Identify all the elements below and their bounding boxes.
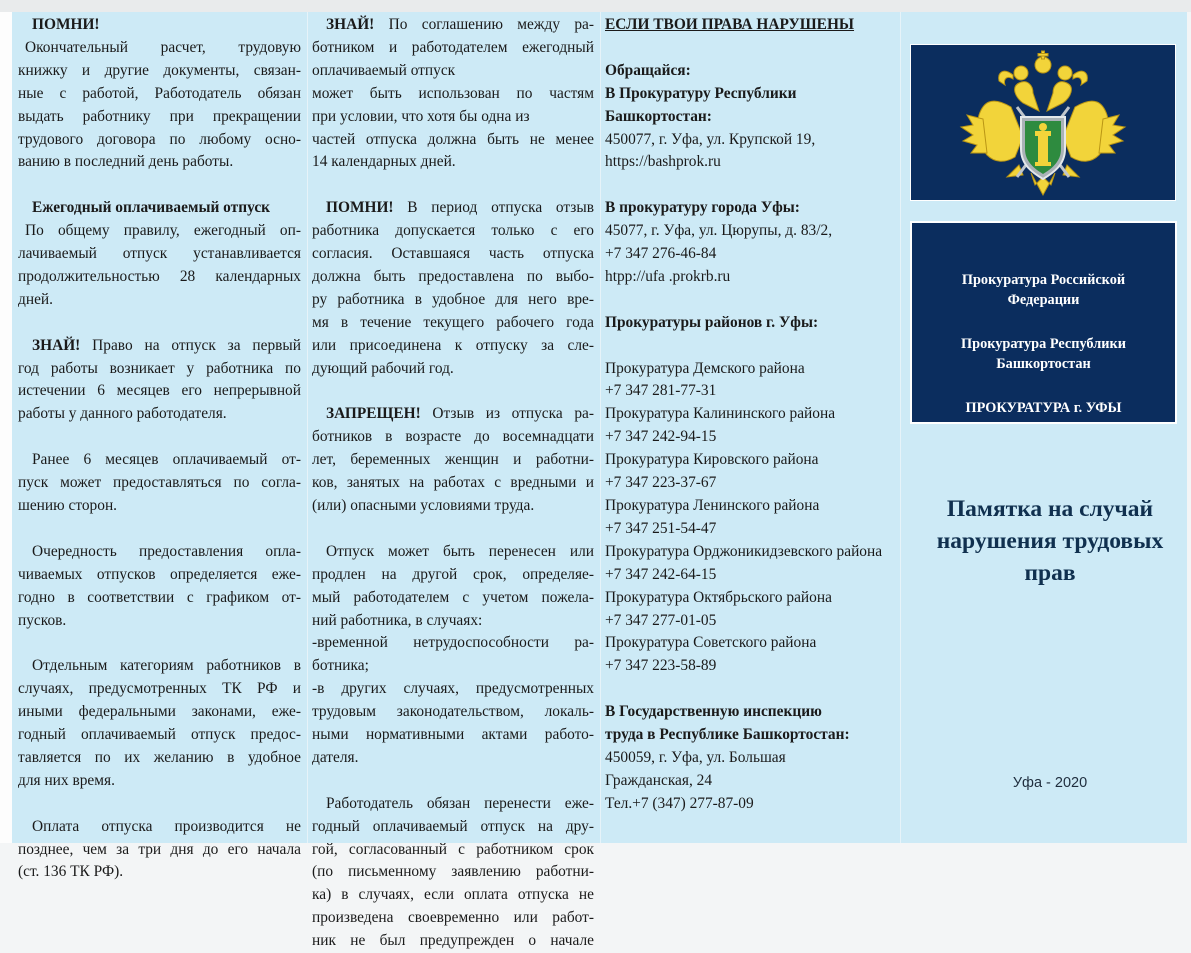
district-item (605, 632, 897, 678)
organization-box (910, 221, 1177, 424)
text-line: книжку и другие документы, связан- (18, 61, 301, 79)
text-line: лачиваемый отпуск устанавливается (18, 245, 301, 263)
district-name: Прокуратура Калининского района (605, 405, 836, 423)
column-vacation-rules (308, 12, 600, 950)
text-line: трудового договора по любому осно- (18, 130, 301, 148)
text-line: ков, занятых на работах с вредными и (312, 474, 594, 492)
district-name: Прокуратура Советского района (605, 634, 817, 652)
brochure-sheet (12, 12, 1187, 950)
column-contacts (601, 12, 901, 843)
text-line: позднее, чем за три дня до его начала (18, 840, 301, 858)
text-line: пусков. (18, 611, 67, 629)
district-name: Прокуратура Кировского района (605, 451, 819, 469)
district-phone: +7 347 281-77-31 (605, 382, 717, 400)
text-line: ЗАПРЕЩЕН! Отзыв из отпуска ра- (326, 405, 594, 423)
text-line: шению сторон. (18, 496, 118, 514)
district-phone: +7 347 277-01-05 (605, 611, 717, 629)
text-line: истечении 6 месяцев его непрерывной (18, 382, 301, 400)
text-line: чиваемых отпусков определяется еже- (18, 565, 301, 583)
district-item (605, 587, 897, 633)
district-phone: +7 347 223-37-67 (605, 474, 717, 492)
contacts-heading: ЕСЛИ ТВОИ ПРАВА НАРУШЕНЫ (605, 16, 855, 33)
text-line: ник не был предупрежден о начале (312, 932, 594, 950)
text-line: ний работника, в случаях: (312, 611, 483, 629)
text-line: ка) в случаях, если оплата отпуска не (312, 886, 594, 904)
district-list (605, 358, 897, 679)
office-website-link[interactable]: htpp://ufa .prokrb.ru (605, 267, 731, 285)
text-line: ванию в последний день работы. (18, 153, 234, 171)
text-line: мый работодателем с учетом пожела- (312, 588, 594, 606)
early-vacation-paragraph (18, 449, 301, 518)
text-line: трудовым законодательством, локаль- (312, 703, 594, 721)
categories-paragraph (18, 655, 301, 792)
transfer-paragraph (312, 541, 594, 770)
text-line: Работодатель обязан перенести еже- (326, 794, 594, 812)
office-phone: +7 347 276-46-84 (605, 245, 717, 263)
text-line: ЗНАЙ! По соглашению между ра- (326, 16, 594, 33)
text-line: -временной нетрудоспособности ра- (312, 634, 594, 652)
office-name: В прокуратуру города Уфы: (605, 199, 800, 217)
text-line: годный оплачиваемый отпуск на дру- (312, 817, 594, 835)
office-name: Башкортостан: (605, 107, 712, 125)
double-headed-eagle-icon (911, 45, 1175, 200)
text-line: Окончательный расчет, трудовую (25, 38, 301, 56)
text-line: лет, беременных женщин и работни- (312, 451, 594, 469)
office-address: Гражданская, 24 (605, 771, 713, 789)
text-line: продолжительностью 28 календарных (18, 267, 301, 285)
text-line: Ранее 6 месяцев оплачиваемый от- (32, 451, 301, 469)
znai-paragraph (18, 335, 301, 427)
text-line: дателя. (312, 748, 359, 766)
text-line: дующий рабочий год. (312, 359, 454, 377)
district-item (605, 403, 897, 449)
text-line: (по письменному заявлению работни- (312, 863, 594, 881)
text-line: Оплата отпуска производится не (32, 817, 301, 835)
text-line: годно в соответствии с графиком от- (18, 588, 301, 606)
republic-office (605, 83, 897, 175)
text-line: мя в течение текущего рабочего года (312, 313, 594, 331)
city-year: Уфа - 2020 (1012, 775, 1088, 791)
zapreshen-paragraph (312, 403, 594, 518)
vacation-paragraph (18, 220, 301, 312)
text-line: выдать работнику при прекращении (18, 107, 301, 125)
text-line: пуск может предоставляться по согла- (18, 474, 301, 492)
district-name: Прокуратура Октябрьского района (605, 588, 832, 606)
district-phone: +7 347 251-54-47 (605, 519, 717, 537)
pomni-recall-paragraph (312, 197, 594, 380)
text-line: 14 календарных дней. (312, 153, 456, 171)
text-line: годный оплачиваемый отпуск предос- (18, 726, 301, 744)
text-line: работы у данного работодателя. (18, 405, 227, 423)
text-line: По общему правилу, ежегодный оп- (25, 222, 301, 240)
district-phone: +7 347 242-94-15 (605, 428, 717, 446)
znai-split-paragraph (312, 14, 594, 174)
text-line: -в других случаях, предусмотренных (312, 680, 594, 698)
text-line: ботника; (312, 657, 369, 675)
text-line: частей отпуска должна быть не менее (312, 130, 594, 148)
pomni-heading: ПОМНИ! (32, 16, 100, 33)
org-name-republic: Прокуратура Республики Башкортостан (961, 336, 1126, 372)
text-line: ботников в возрасте до восемнадцати (312, 428, 594, 446)
text-line: Отдельным категориям работников в (32, 657, 301, 675)
contact-label: Обращайся: (605, 61, 691, 79)
district-item (605, 358, 897, 404)
office-phone: Тел.+7 (347) 277-87-09 (605, 794, 754, 812)
text-line: Очередность предоставления опла- (32, 542, 301, 560)
text-line: работника допускается только с его (312, 222, 594, 240)
district-phone: +7 347 223-58-89 (605, 657, 717, 675)
text-line: ботником и работодателем ежегодный (312, 38, 594, 56)
office-website-link[interactable]: https://bashprok.ru (605, 153, 721, 171)
org-name-city: ПРОКУРАТУРА г. УФЫ (965, 400, 1122, 416)
brochure-title: Памятка на случай нарушения трудовых прав (936, 496, 1164, 586)
top-strip (0, 0, 1191, 12)
text-line: ные с работой, Работодатель обязан (18, 84, 301, 102)
employer-obligation-paragraph (312, 793, 594, 953)
pomni-paragraph (18, 37, 301, 174)
text-line: гой, согласованный с работником срок (312, 840, 594, 858)
text-line: ру работника в удобное для него вре- (312, 290, 594, 308)
text-line: произведена своевременно или работ- (312, 909, 594, 927)
district-item (605, 541, 897, 587)
text-line: год работы возникает у работника по (18, 359, 301, 377)
office-address: 450059, г. Уфа, ул. Большая (605, 748, 786, 766)
office-address: 450077, г. Уфа, ул. Крупской 19, (605, 130, 816, 148)
text-line: или присоединена к отпуску за сле- (312, 336, 594, 354)
district-phone: +7 347 242-64-15 (605, 565, 717, 583)
text-line: продлен на другой срок, определяе- (312, 565, 594, 583)
payment-paragraph (18, 816, 301, 885)
office-name: В Прокуратуру Республики (605, 84, 797, 102)
text-line: случаях, предусмотренных ТК РФ и (18, 680, 301, 698)
text-line: оплачиваемый отпуск (312, 61, 456, 79)
district-item (605, 495, 897, 541)
district-item (605, 449, 897, 495)
column-rights-reminder (12, 12, 307, 881)
text-line: для них время. (18, 771, 115, 789)
text-line: ЗНАЙ! Право на отпуск за первый (32, 336, 301, 354)
office-name: В Государственную инспекцию (605, 703, 822, 721)
text-line: дней. (18, 290, 53, 308)
text-line: согласия. Оставшаяся часть отпуска (312, 245, 594, 263)
text-line: иными федеральными законами, еже- (18, 703, 301, 721)
vacation-heading: Ежегодный оплачиваемый отпуск (32, 199, 271, 217)
text-line: Отпуск может быть перенесен или (326, 542, 594, 560)
text-line: может быть использован по частям (312, 84, 594, 102)
text-line: тавляется по их желанию в удобное (18, 748, 301, 766)
districts-heading: Прокуратуры районов г. Уфы: (605, 313, 819, 331)
text-line: должна быть предоставлена по выбо- (312, 267, 594, 285)
office-name: труда в Республике Башкортостан: (605, 726, 850, 744)
left-strip (0, 12, 12, 843)
org-name-federal: Прокуратура Российской Федерации (961, 272, 1126, 308)
district-name: Прокуратура Демского района (605, 359, 805, 377)
office-address: 45077, г. Уфа, ул. Цюрупы, д. 83/2, (605, 222, 833, 240)
text-line: ными нормативными актами работо- (312, 726, 594, 744)
prosecutor-emblem-banner (910, 44, 1176, 201)
text-line: (ст. 136 ТК РФ). (18, 863, 124, 881)
vacation-order-paragraph (18, 541, 301, 633)
text-line: при условии, что хотя бы одна из (312, 107, 530, 125)
text-line: ПОМНИ! В период отпуска отзыв (326, 199, 594, 217)
district-name: Прокуратура Орджоникидзевского района (605, 542, 883, 560)
city-office (605, 197, 897, 289)
text-line: (или) опасными условиями труда. (312, 497, 535, 514)
labor-inspection (605, 701, 897, 816)
district-name: Прокуратура Ленинского района (605, 496, 820, 514)
